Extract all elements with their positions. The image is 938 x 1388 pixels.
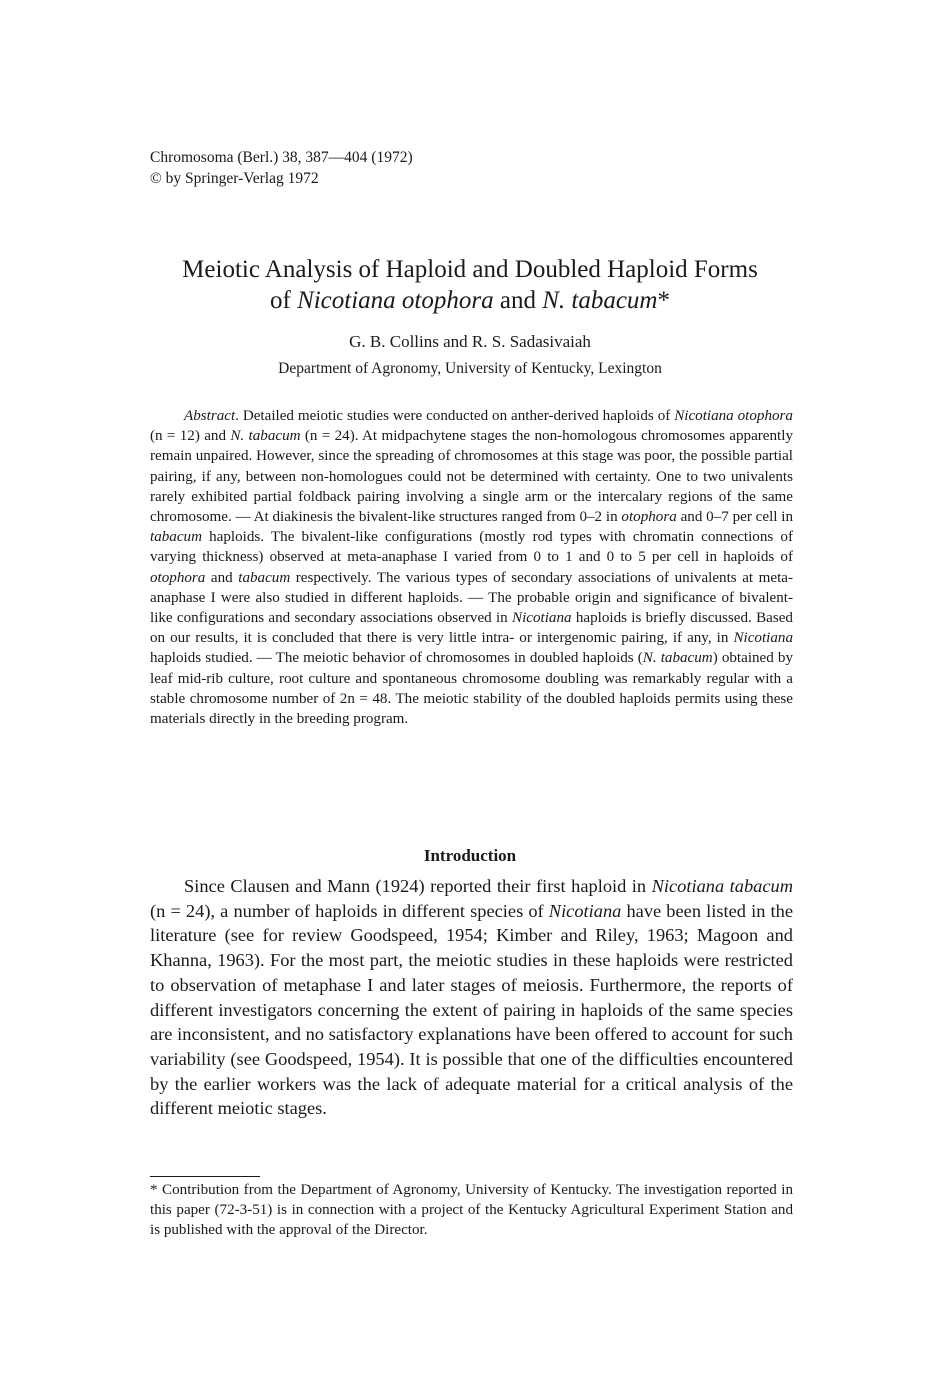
footnote-divider — [150, 1176, 260, 1177]
title-footnote-mark: * — [657, 287, 670, 314]
intro-text: (n = 24), a number of haploids in different species of — [150, 900, 549, 921]
journal-line: Chromosoma (Berl.) 38, 387—404 (1972) — [150, 149, 413, 166]
abstract-text: haploids studied. — The meiotic behavior of chromosomes in doubled haploids ( — [150, 650, 643, 667]
footnote: * Contribution from the Department of Agronomy, University of Kentucky. The investigation reported in this paper (72-3-51) is in connection with a project of the Kentucky Agricultural Experiment Station and is published with the approval of the Director. — [150, 1182, 793, 1238]
authors: G. B. Collins and R. S. Sadasivaiah — [349, 332, 591, 351]
abstract-label: Abstract — [184, 408, 236, 424]
abstract-italic: tabacum — [238, 569, 291, 586]
abstract-text: ) obtained by leaf mid-rib culture, root culture and spontaneous chromosome doubling was remarkably regular with a stable chromosome number of 2n = 48. The meiotic stability of the doubled haploids permits using these materials directly in the breeding program. — [150, 650, 793, 728]
abstract-text: and 0–7 per cell in — [676, 509, 793, 526]
abstract-text: haploids is briefly discussed. Based on our results, it is concluded that there is very little intra- or intergenomic pairing, if any, in — [150, 610, 793, 647]
abstract-text: (n = 12) and — [150, 428, 231, 445]
abstract-text: . Detailed meiotic studies were conducted on anther-derived haploids of — [235, 408, 675, 424]
intro-text: have been listed in the literature (see for review Goodspeed, 1954; Kimber and Riley, 1963; Magoon and Khanna, 1963). For the most part, the meiotic studies in these haploids were restricted to observation of metaphase I and later stages of meiosis. Furthermore, the reports of different investigators concerning the extent of pairing in haploids of the same species are inconsistent, and no satisfactory explanations have been offered to account for such variability (see Goodspeed, 1954). It is possible that one of the difficulties encountered by the earlier workers was the lack of adequate material for a critical analysis of the different meiotic stages. — [150, 900, 793, 1119]
section-heading-introduction: Introduction — [423, 846, 517, 865]
abstract-italic: Nicotiana — [733, 630, 793, 647]
abstract-text: haploids. The bivalent-like configurations (mostly rod types with chromatin connections of varying thickness) observed at meta-anaphase I varied from 0 to 1 and 0 to 5 per cell in haploids of — [150, 529, 793, 566]
abstract-italic: otophora — [621, 509, 677, 526]
title-line-2-and: and — [493, 287, 543, 314]
abstract-italic: N. tabacum — [642, 650, 713, 667]
abstract-italic: Nicotiana — [512, 610, 572, 627]
title-line-2-prefix: of — [269, 287, 298, 314]
title-line-1: Meiotic Analysis of Haploid and Doubled Haploid Forms — [182, 256, 758, 283]
abstract-text: and — [205, 569, 239, 586]
abstract-text: respectively. The various types of secondary associations of univalents at meta-anaphase I were also studied in different haploids. — The probable origin and significance of bivalent-like configurations and secondary associations observed in — [150, 569, 793, 627]
copyright-line: © by Springer-Verlag 1972 — [150, 170, 319, 187]
abstract-italic: Nicotiana otophora — [674, 408, 793, 424]
affiliation: Department of Agronomy, University of Kentucky, Lexington — [278, 360, 662, 377]
title-species-1: Nicotiana otophora — [297, 287, 494, 314]
paper-title — [120, 254, 820, 316]
title-species-2: N. tabacum — [542, 287, 658, 314]
intro-italic: Nicotiana — [548, 900, 622, 921]
abstract-text: (n = 24). At midpachytene stages the non-homologous chromosomes apparently remain unpaired. However, since the spreading of chromosomes at this stage was poor, the possible partial pairing, if any, between non-homologues could not be determined with certainty. One to two univalents rarely exhibited partial foldback pairing involving a single arm or the intercalary regions of the same chromosome. — At diakinesis the bivalent-like structures ranged from 0–2 in — [150, 428, 793, 526]
intro-text: Since Clausen and Mann (1924) reported their first haploid in — [184, 876, 652, 896]
abstract — [150, 406, 793, 729]
abstract-italic: otophora — [150, 569, 206, 586]
introduction-paragraph — [150, 874, 793, 1121]
abstract-italic: tabacum — [150, 529, 202, 546]
intro-italic: Nicotiana tabacum — [651, 876, 793, 896]
abstract-italic: N. tabacum — [230, 428, 301, 445]
journal-citation — [150, 147, 413, 189]
